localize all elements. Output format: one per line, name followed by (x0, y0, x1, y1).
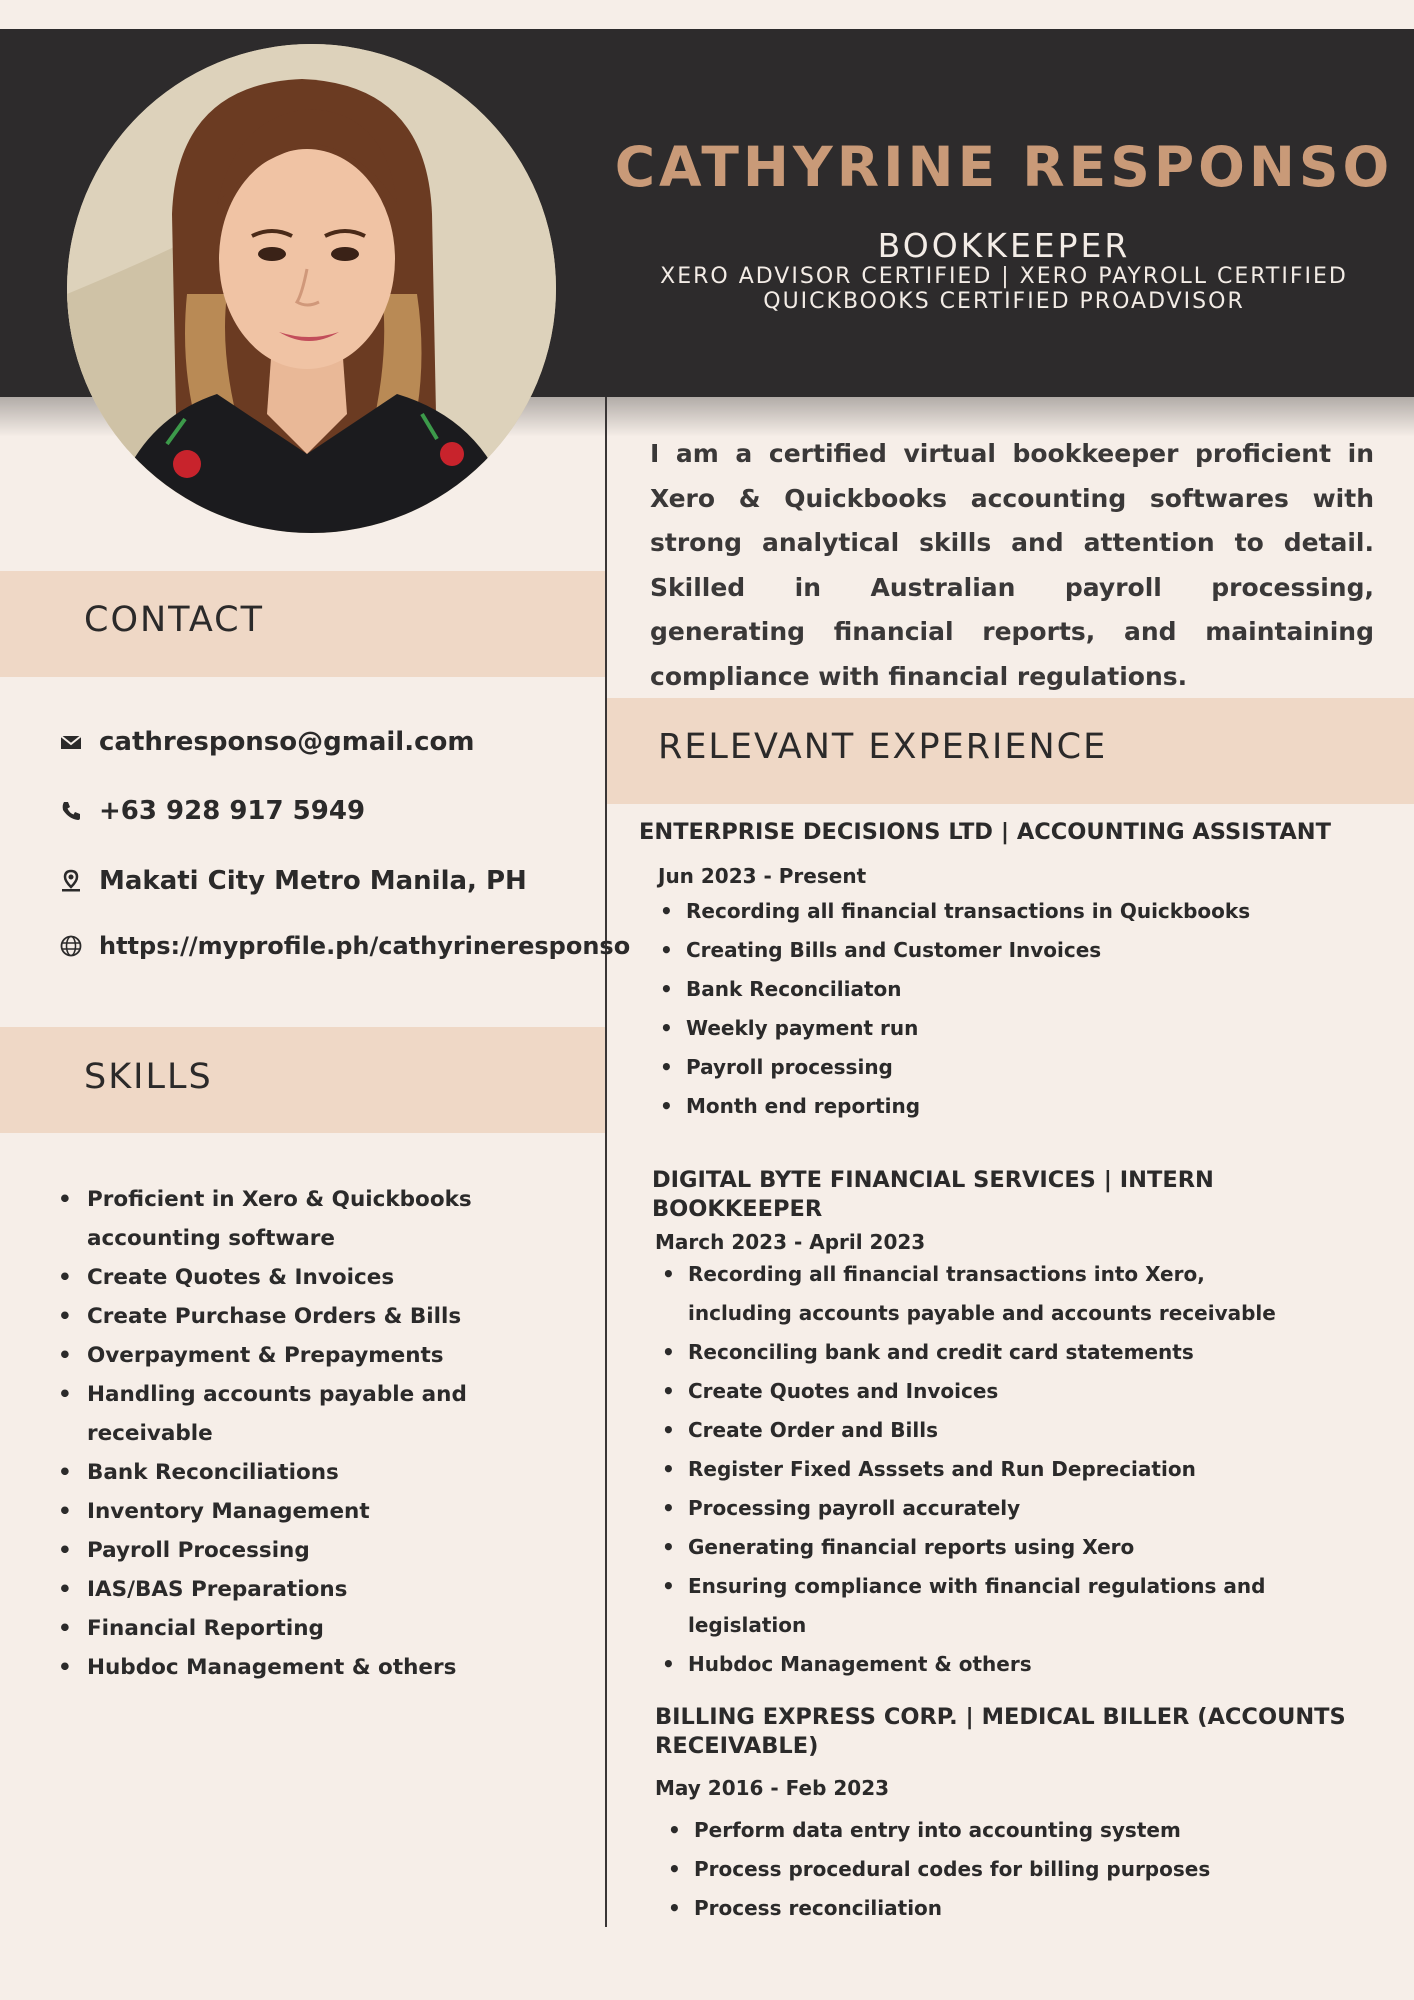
profile-summary: I am a certified virtual bookkeeper proficient in Xero & Quickbooks accounting softwares with strong analytical skills and attention to detail. Skilled in Australian payroll processing, generating financial reports, and maintaining compliance with financial regulations. (650, 439, 1374, 691)
list-item: • Overpayment & Prepayments (58, 1336, 578, 1375)
list-item: • Perform data entry into accounting system (666, 1811, 1316, 1850)
job-role: BOOKKEEPER (877, 226, 1131, 265)
skills-list (58, 1180, 578, 1687)
job-title: BILLING EXPRESS CORP. | MEDICAL BILLER (ACCOUNTS RECEIVABLE) (655, 1704, 1346, 1759)
profile-photo (67, 44, 556, 533)
website-link: https://myprofile.ph/cathyrineresponso (99, 932, 631, 960)
list-item: • Create Quotes and Invoices (660, 1372, 1310, 1411)
job-date: March 2023 - April 2023 (655, 1230, 926, 1254)
list-item: • Month end reporting (658, 1087, 1358, 1126)
contact-heading: CONTACT (84, 600, 264, 640)
email-text: cathresponso@gmail.com (99, 727, 475, 757)
globe-icon (57, 932, 85, 960)
list-item: • Weekly payment run (658, 1009, 1358, 1048)
list-item: • Register Fixed Asssets and Run Depreciation (660, 1450, 1310, 1489)
list-item: • Inventory Management (58, 1492, 578, 1531)
job-date: May 2016 - Feb 2023 (655, 1776, 890, 1800)
job-duties-list (660, 1255, 1310, 1684)
phone-icon (57, 797, 85, 825)
job-duties-list (666, 1811, 1316, 1928)
list-item: • Hubdoc Management & others (660, 1645, 1310, 1684)
list-item: • Ensuring compliance with financial regulations and legislation (660, 1567, 1310, 1645)
list-item: • Bank Reconciliations (58, 1453, 578, 1492)
certifications-line-2: QUICKBOOKS CERTIFIED PROADVISOR (763, 289, 1245, 314)
contact-website[interactable] (57, 932, 630, 960)
list-item: • Financial Reporting (58, 1609, 578, 1648)
list-item: • Hubdoc Management & others (58, 1648, 578, 1687)
list-item: • Recording all financial transactions into Xero, including accounts payable and accounts receivable (660, 1255, 1310, 1333)
list-item: • Proficient in Xero & Quickbooks accounting software (58, 1180, 578, 1258)
list-item: • Generating financial reports using Xero (660, 1528, 1310, 1567)
list-item: • Create Quotes & Invoices (58, 1258, 578, 1297)
list-item: • Create Order and Bills (660, 1411, 1310, 1450)
list-item: • Reconciling bank and credit card statements (660, 1333, 1310, 1372)
certifications-line-1: XERO ADVISOR CERTIFIED | XERO PAYROLL CERTIFIED (660, 264, 1348, 289)
list-item: • Processing payroll accurately (660, 1489, 1310, 1528)
experience-heading: RELEVANT EXPERIENCE (658, 727, 1108, 767)
phone-text: +63 928 917 5949 (99, 796, 366, 826)
job-title: DIGITAL BYTE FINANCIAL SERVICES | INTERN BOOKKEEPER (652, 1167, 1214, 1222)
location-pin-icon (57, 867, 85, 895)
mail-icon (57, 728, 85, 756)
list-item: • Creating Bills and Customer Invoices (658, 931, 1358, 970)
list-item: • Payroll processing (658, 1048, 1358, 1087)
list-item: • IAS/BAS Preparations (58, 1570, 578, 1609)
list-item: • Create Purchase Orders & Bills (58, 1297, 578, 1336)
list-item: • Bank Reconciliaton (658, 970, 1358, 1009)
location-text: Makati City Metro Manila, PH (99, 866, 527, 896)
list-item: • Handling accounts payable and receivable (58, 1375, 578, 1453)
job-title: ENTERPRISE DECISIONS LTD | ACCOUNTING ASSISTANT (639, 819, 1331, 845)
list-item: • Payroll Processing (58, 1531, 578, 1570)
candidate-name: CATHYRINE RESPONSO (614, 135, 1394, 199)
list-item: • Process procedural codes for billing purposes (666, 1850, 1316, 1889)
contact-email[interactable] (57, 727, 474, 757)
list-item: • Recording all financial transactions in Quickbooks (658, 892, 1358, 931)
contact-location (57, 866, 527, 896)
column-divider (605, 397, 607, 1927)
skills-heading: SKILLS (84, 1057, 213, 1097)
contact-phone[interactable] (57, 796, 365, 826)
job-duties-list (658, 892, 1358, 1126)
list-item: • Process reconciliation (666, 1889, 1316, 1928)
job-date: Jun 2023 - Present (658, 864, 867, 888)
